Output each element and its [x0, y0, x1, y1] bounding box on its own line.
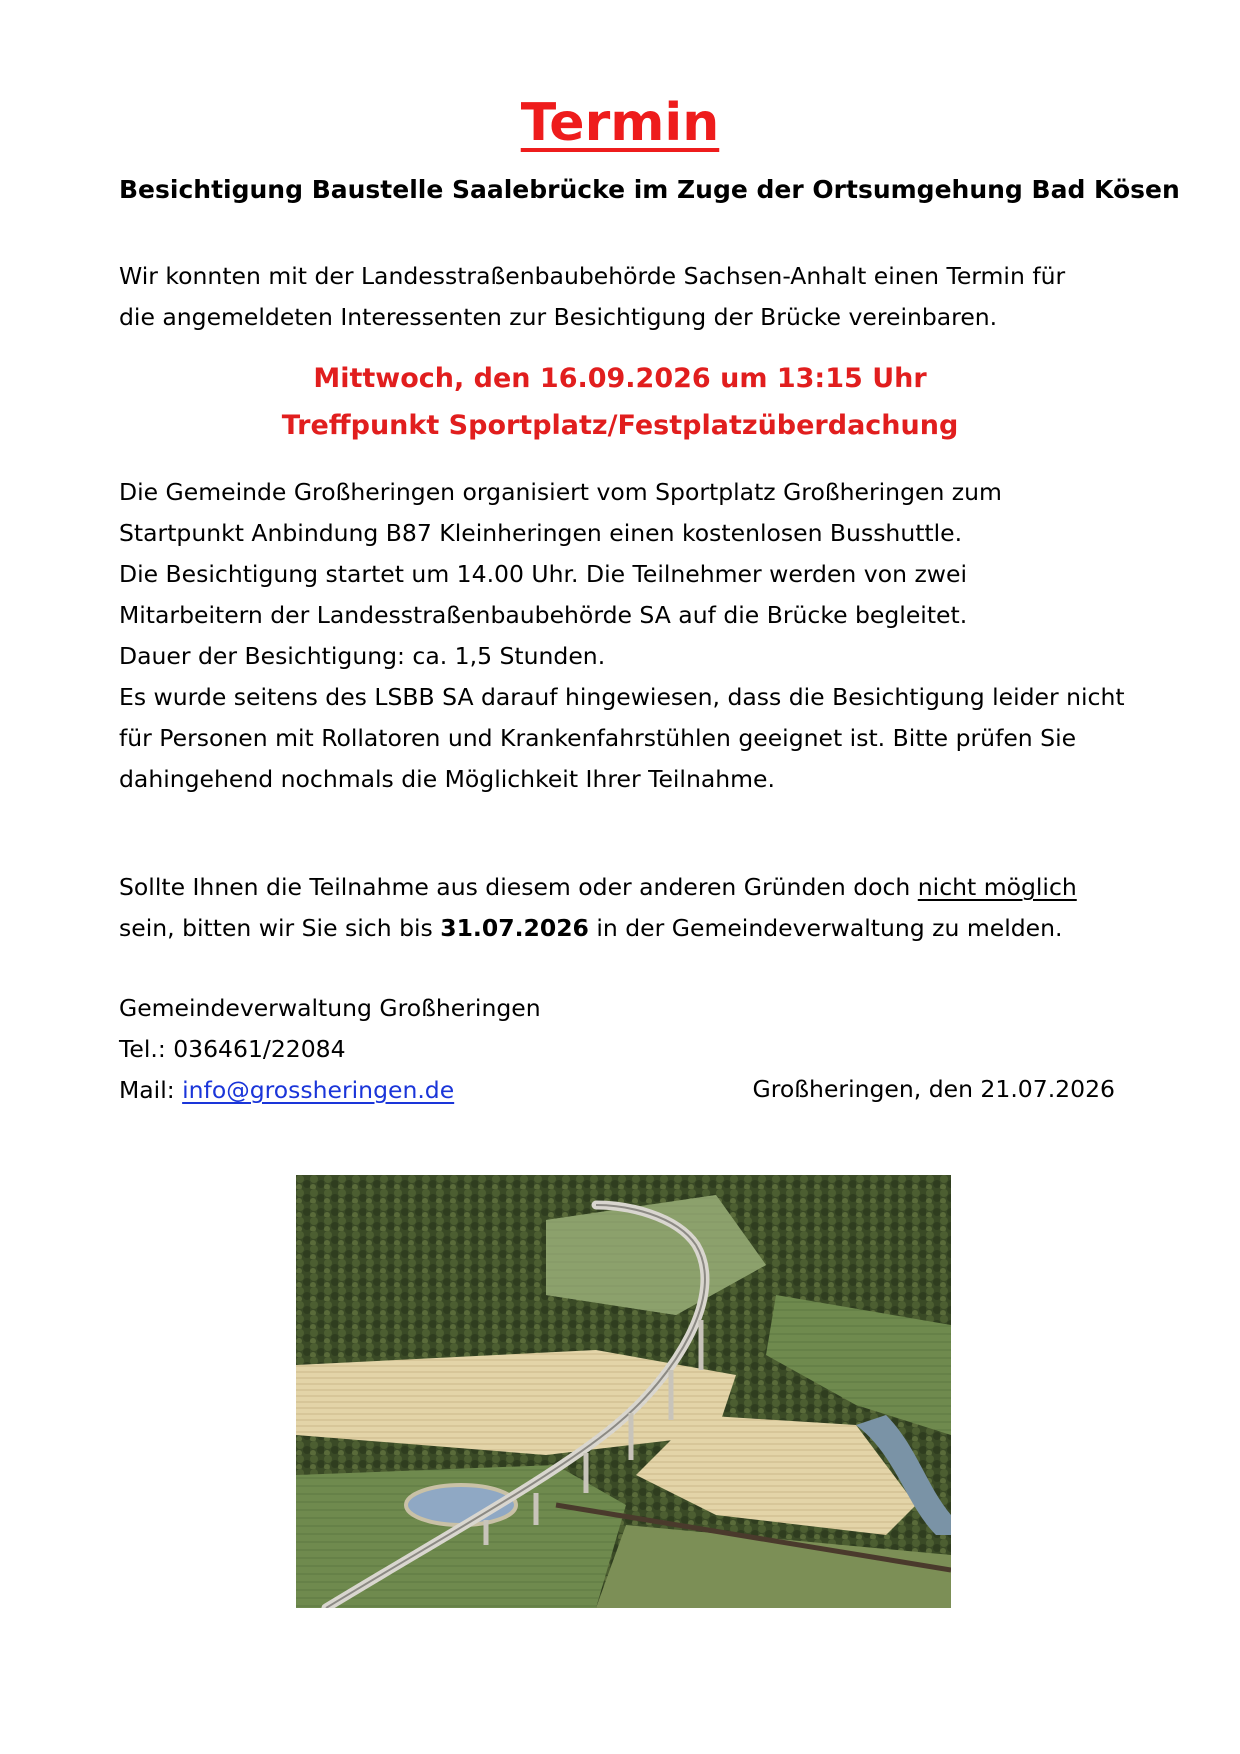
- email-link[interactable]: info@grossheringen.de: [182, 1076, 455, 1104]
- notice-text: in der Gemeindeverwaltung zu melden.: [588, 914, 1063, 942]
- notice-line-2: [119, 908, 1129, 949]
- details-line: für Personen mit Rollatoren und Krankenfahrstühlen geeignet ist. Bitte prüfen Sie: [119, 724, 1077, 752]
- contact-mail-label: Mail:: [119, 1076, 183, 1104]
- details-line: Die Gemeinde Großheringen organisiert vom Sportplatz Großheringen zum: [119, 478, 1002, 506]
- contact-organization: Gemeindeverwaltung Großheringen: [119, 994, 541, 1022]
- notice-paragraph: [119, 867, 1129, 949]
- contact-phone: Tel.: 036461/22084: [119, 1035, 346, 1063]
- intro-line: die angemeldeten Interessenten zur Besichtigung der Brücke vereinbaren.: [119, 303, 998, 331]
- notice-text: sein, bitten wir Sie sich bis: [119, 914, 441, 942]
- details-line: Es wurde seitens des LSBB SA darauf hingewiesen, dass die Besichtigung leider nicht: [119, 683, 1125, 711]
- notice-emphasis: nicht möglich: [917, 873, 1077, 901]
- intro-paragraph: [119, 256, 1129, 338]
- details-line: Dauer der Besichtigung: ca. 1,5 Stunden.: [119, 642, 606, 670]
- page-title: Termin: [520, 93, 720, 153]
- details-line: Startpunkt Anbindung B87 Kleinheringen einen kostenlosen Busshuttle.: [119, 519, 963, 547]
- appointment-date: Mittwoch, den 16.09.2026 um 13:15 Uhr: [313, 363, 927, 394]
- page-subtitle: Besichtigung Baustelle Saalebrücke im Zuge der Ortsumgehung Bad Kösen: [119, 175, 1180, 204]
- notice-text: Sollte Ihnen die Teilnahme aus diesem oder anderen Gründen doch: [119, 873, 918, 901]
- meeting-point: Treffpunkt Sportplatz/Festplatzüberdachung: [281, 410, 959, 441]
- appointment-block: [0, 355, 1240, 449]
- details-line: Mitarbeitern der Landesstraßenbaubehörde SA auf die Brücke begleitet.: [119, 601, 968, 629]
- deadline-date: 31.07.2026: [440, 914, 589, 942]
- place-date: Großheringen, den 21.07.2026: [752, 1075, 1115, 1103]
- notice-line-1: [119, 867, 1129, 908]
- details-line: dahingehend nochmals die Möglichkeit Ihrer Teilnahme.: [119, 765, 775, 793]
- details-paragraph: [119, 472, 1129, 800]
- bridge-aerial-photo: [296, 1175, 951, 1608]
- details-line: Die Besichtigung startet um 14.00 Uhr. Die Teilnehmer werden von zwei: [119, 560, 967, 588]
- intro-line: Wir konnten mit der Landesstraßenbaubehörde Sachsen-Anhalt einen Termin für: [119, 262, 1066, 290]
